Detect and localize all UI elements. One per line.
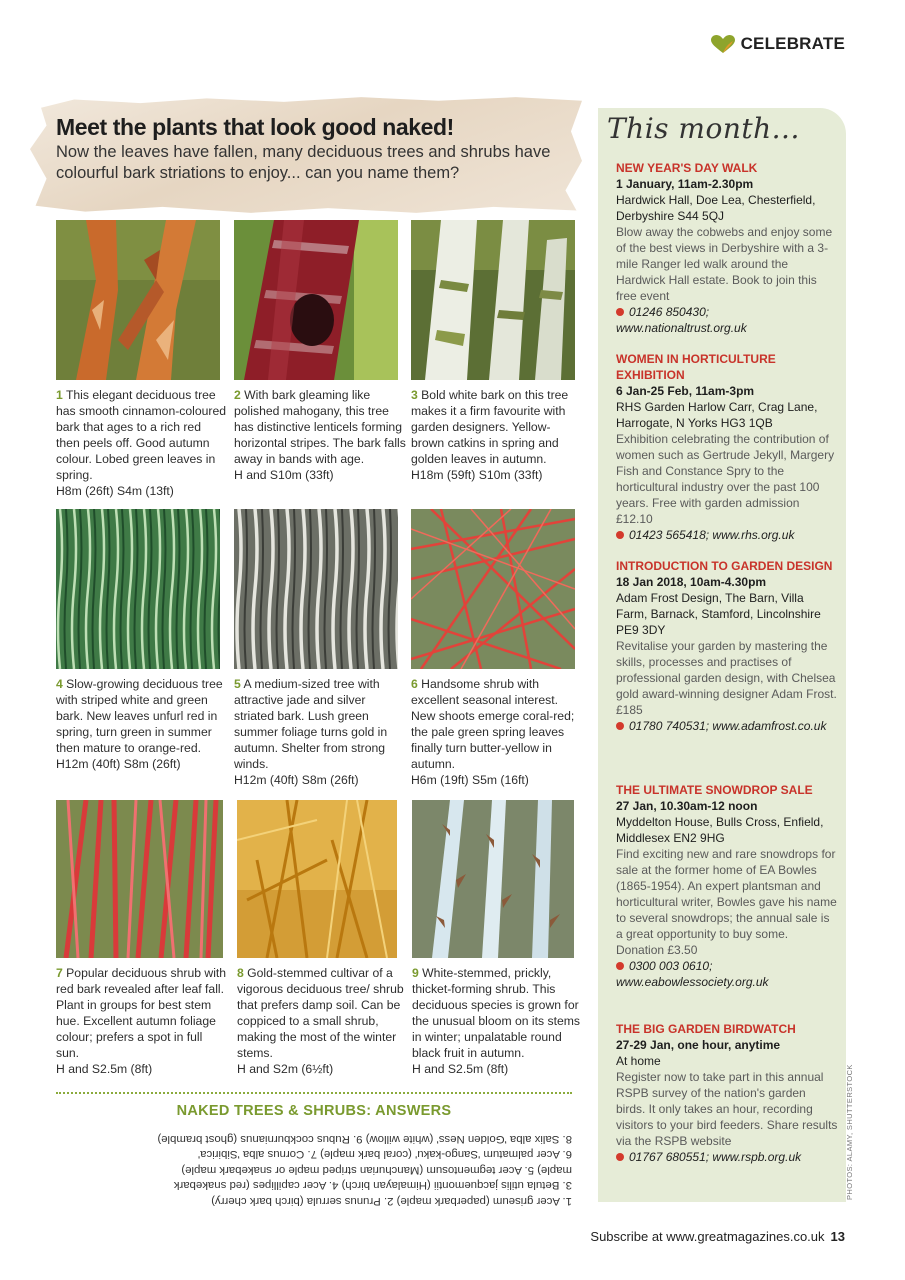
event-venue: Hardwick Hall, Doe Lea, Chesterfield, Derbyshire S44 5QJ bbox=[616, 193, 816, 223]
section-tag bbox=[711, 34, 845, 54]
event-date: 6 Jan-25 Feb, 11am-3pm bbox=[616, 384, 755, 398]
plant-caption-4: 4 Slow-growing deciduous tree with striped white and green bark. New leaves unfurl red in spring, turn green in summer then mature to orange-red. H12m (40ft) S8m (26ft) bbox=[56, 677, 223, 771]
event-item bbox=[616, 1021, 838, 1165]
plant-caption-2: 2 With bark gleaming like polished mahogany, this tree has distinctive lenticels forming horizontal stripes. The bark falls away in bands with age. H and S10m (33ft) bbox=[234, 388, 406, 482]
event-contact: 01767 680551; www.rspb.org.uk bbox=[616, 1149, 838, 1165]
event-item bbox=[616, 351, 838, 543]
event-title: INTRODUCTION TO GARDEN DESIGN bbox=[616, 559, 833, 573]
subscribe-text: Subscribe at www.greatmagazines.co.uk bbox=[590, 1229, 825, 1244]
plant-photo-1 bbox=[56, 220, 220, 380]
event-title: THE BIG GARDEN BIRDWATCH bbox=[616, 1022, 796, 1036]
event-description: Revitalise your garden by mastering the skills, processes and practises of professional garden design, with Chelsea gold award-winning designer Adam Frost. £185 bbox=[616, 639, 837, 717]
plant-photo-2 bbox=[234, 220, 398, 380]
event-description: Exhibition celebrating the contribution of women such as Gertrude Jekyll, Margery Fish and Constance Spry to the horticultural industry over the past 100 years. Free with garden admission £12.10 bbox=[616, 432, 835, 526]
plant-photo-6 bbox=[411, 509, 575, 669]
event-title: THE ULTIMATE SNOWDROP SALE bbox=[616, 783, 813, 797]
answer-line: 6. Acer palmatum 'Sango-kaku' (coral bark maple) 7. Cornus alba 'Sibirica' bbox=[198, 1148, 572, 1161]
answer-line: maple) 5. Acer tegmentosum (Manchurian striped maple or snakebark maple) bbox=[181, 1164, 572, 1176]
event-venue: RHS Garden Harlow Carr, Crag Lane, Harrogate, N Yorks HG3 1QB bbox=[616, 400, 818, 430]
plant-photo-3 bbox=[411, 220, 575, 380]
plant-photo-7 bbox=[56, 800, 223, 958]
plant-photo-5 bbox=[234, 509, 398, 669]
plant-caption-3: 3 Bold white bark on this tree makes it a firm favourite with garden designers. Yellow-brown catkins in spring and golden leaves in autumn. H18m (59ft) S10m (33ft) bbox=[411, 388, 569, 482]
plant-photo-9 bbox=[412, 800, 574, 958]
answers-divider bbox=[56, 1092, 572, 1094]
events-sidebar bbox=[598, 108, 846, 1202]
event-description: Blow away the cobwebs and enjoy some of the best views in Derbyshire with a 3-mile Ranger led walk around the Hardwick Hall estate. Book to join this free event bbox=[616, 225, 833, 303]
event-contact: 0300 003 0610; www.eabowlessociety.org.uk bbox=[616, 959, 769, 989]
title-banner bbox=[30, 96, 582, 214]
answer-line: 8. Salix alba 'Golden Ness' (white willow) 9. Rubus cockburnianus (ghost bramble) bbox=[157, 1133, 572, 1145]
bullet-icon bbox=[616, 1153, 624, 1161]
event-item bbox=[616, 782, 838, 990]
event-venue: At home bbox=[616, 1054, 661, 1068]
event-date: 18 Jan 2018, 10am-4.30pm bbox=[616, 575, 767, 589]
bullet-icon bbox=[616, 531, 624, 539]
event-date: 1 January, 11am-2.30pm bbox=[616, 177, 754, 191]
plant-caption-9: 9 White-stemmed, prickly, thicket-forming shrub. This deciduous species is grown for the unusual bloom on its stems in winter; unpalatable round black fruit in autumn. H and S2.5m (8ft) bbox=[412, 966, 581, 1076]
plant-caption-1: 1 This elegant deciduous tree has smooth cinnamon-coloured bark that ages to a rich red then peels off. Good autumn colour. Lobed green leaves in spring. H8m (26ft) S4m (13ft) bbox=[56, 388, 227, 498]
page-title: Meet the plants that look good naked! bbox=[56, 114, 454, 140]
bullet-icon bbox=[616, 722, 624, 730]
answers-title: NAKED TREES & SHRUBS: ANSWERS bbox=[176, 1103, 452, 1119]
plant-photo-8 bbox=[237, 800, 397, 958]
event-date: 27 Jan, 10.30am-12 noon bbox=[616, 799, 758, 813]
sidebar-title: This month... bbox=[607, 112, 800, 145]
heart-icon bbox=[711, 35, 735, 54]
plant-caption-8: 8 Gold-stemmed cultivar of a vigorous deciduous tree/ shrub that prefers damp soil. Can be coppiced to a small shrub, making the most of the winter stems. H and S2m (6½ft) bbox=[237, 966, 404, 1076]
section-label: CELEBRATE bbox=[740, 34, 845, 53]
page-intro: Now the leaves have fallen, many deciduous trees and shrubs have colourful bark striations to enjoy... can you name them? bbox=[56, 143, 551, 182]
event-date: 27-29 Jan, one hour, anytime bbox=[616, 1038, 781, 1052]
event-contact: 01423 565418; www.rhs.org.uk bbox=[616, 527, 838, 543]
event-title: WOMEN IN HORTICULTURE EXHIBITION bbox=[616, 352, 776, 382]
answers-upside-down bbox=[56, 1124, 572, 1208]
plant-photo-4 bbox=[56, 509, 220, 669]
plant-caption-5: 5 A medium-sized tree with attractive jade and silver striated bark. Lush green summer foliage turns gold in autumn. Shelter from strong winds. H12m (40ft) S8m (26ft) bbox=[234, 677, 388, 787]
event-description: Register now to take part in this annual RSPB survey of the nation's garden birds. It only takes an hour, recording visitors to your bird feeders. Share results via the RSPB website bbox=[616, 1070, 838, 1148]
event-contact: 01246 850430; www.nationaltrust.org.uk bbox=[616, 305, 747, 335]
event-contact: 01780 740531; www.adamfrost.co.uk bbox=[616, 718, 838, 734]
event-item bbox=[616, 558, 838, 734]
bullet-icon bbox=[616, 308, 624, 316]
event-venue: Myddelton House, Bulls Cross, Enfield, Middlesex EN2 9HG bbox=[616, 815, 824, 845]
event-description: Find exciting new and rare snowdrops for sale at the former home of EA Bowles (1865-1954). An expert plantsman and horticultural writer, Bowles gave his name to several snowdrops; the annual sale is a great opportunity to buy some. Donation £3.50 bbox=[616, 847, 837, 957]
event-venue: Adam Frost Design, The Barn, Villa Farm, Barnack, Stamford, Lincolnshire PE9 3DY bbox=[616, 591, 821, 637]
plant-caption-6: 6 Handsome shrub with excellent seasonal interest. New shoots emerge coral-red; the pale green spring leaves finally turn butter-yellow in autumn. H6m (19ft) S5m (16ft) bbox=[411, 677, 575, 787]
answer-line: 3. Betula utilis jacquemontii (Himalayan birch) 4. Acer capillipes (red snakebark bbox=[173, 1179, 572, 1192]
page-number: 13 bbox=[830, 1229, 845, 1244]
event-item bbox=[616, 160, 838, 336]
answer-line: 1. Acer griseum (paperbark maple) 2. Prunus serrula (birch bark cherry) bbox=[211, 1195, 572, 1207]
event-title: NEW YEAR'S DAY WALK bbox=[616, 161, 758, 175]
photo-credit: PHOTOS: ALAMY, SHUTTERSTOCK bbox=[845, 1064, 854, 1200]
page-footer bbox=[590, 1229, 845, 1244]
plant-caption-7: 7 Popular deciduous shrub with red bark revealed after leaf fall. Plant in groups for best stem hue. Excellent autumn foliage colour; prefers a spot in full sun. H and S2.5m (8ft) bbox=[56, 966, 227, 1076]
bullet-icon bbox=[616, 962, 624, 970]
